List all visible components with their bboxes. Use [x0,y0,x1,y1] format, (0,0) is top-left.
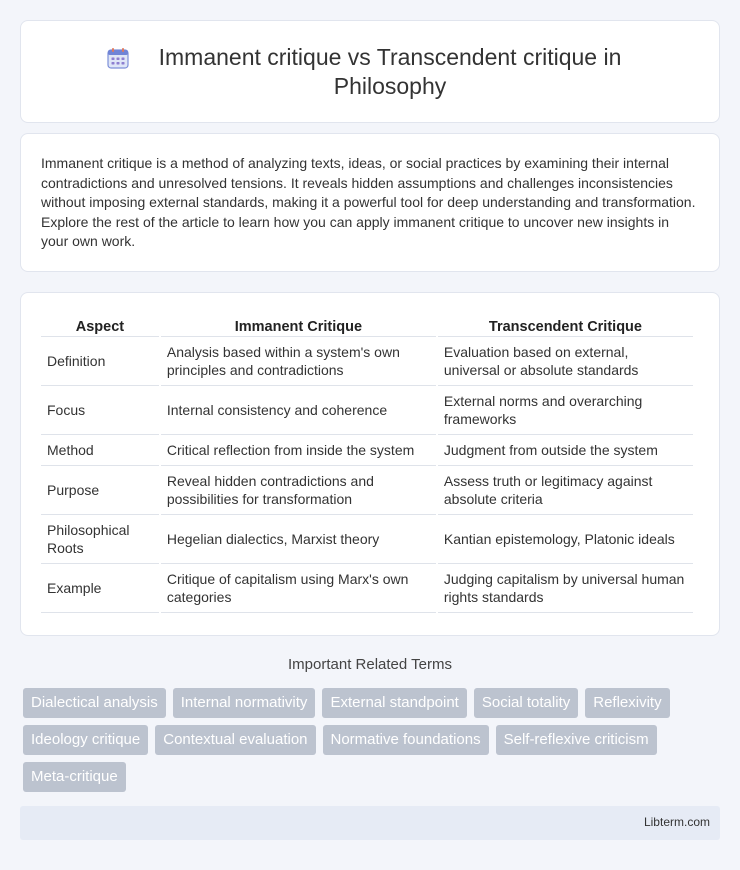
table-row [41,564,693,613]
cell-transcendent: Judgment from outside the system [438,435,693,466]
cell-aspect: Method [41,435,159,466]
table-row [41,466,693,515]
intro-card [20,133,720,272]
comparison-table [39,315,695,613]
related-term-tag[interactable]: Social totality [474,688,578,718]
cell-aspect: Focus [41,386,159,435]
table-row [41,337,693,386]
related-term-tag[interactable]: Normative foundations [323,725,489,755]
cell-immanent: Critique of capitalism using Marx's own categories [161,564,436,613]
cell-aspect: Purpose [41,466,159,515]
cell-aspect: Definition [41,337,159,386]
page-title: Immanent critique vs Transcendent critique in Philosophy [158,43,622,99]
cell-immanent: Reveal hidden contradictions and possibilities for transformation [161,466,436,515]
comparison-table-card [20,292,720,636]
cell-immanent: Hegelian dialectics, Marxist theory [161,515,436,564]
cell-transcendent: Assess truth or legitimacy against absolute criteria [438,466,693,515]
header-immanent: Immanent Critique [161,315,436,337]
related-terms-list [23,688,723,792]
cell-transcendent: External norms and overarching frameworks [438,386,693,435]
footer [20,806,720,840]
related-term-tag[interactable]: External standpoint [322,688,466,718]
header-transcendent: Transcendent Critique [438,315,693,337]
related-term-tag[interactable]: Meta-critique [23,762,126,792]
cell-immanent: Analysis based within a system's own principles and contradictions [161,337,436,386]
cell-aspect: Philosophical Roots [41,515,159,564]
related-term-tag[interactable]: Internal normativity [173,688,316,718]
related-term-tag[interactable]: Reflexivity [585,688,669,718]
footer-site-link[interactable]: Libterm.com [643,815,710,829]
table-row [41,435,693,466]
header-aspect: Aspect [41,315,159,337]
cell-transcendent: Judging capitalism by universal human rights standards [438,564,693,613]
table-row [41,515,693,564]
related-term-tag[interactable]: Contextual evaluation [155,725,315,755]
table-row [41,386,693,435]
title-card [20,20,720,123]
cell-immanent: Critical reflection from inside the system [161,435,436,466]
related-term-tag[interactable]: Dialectical analysis [23,688,166,718]
related-term-tag[interactable]: Ideology critique [23,725,148,755]
related-terms-heading: Important Related Terms [288,656,452,673]
intro-paragraph: Immanent critique is a method of analyzing texts, ideas, or social practices by examining their internal contradictions and unresolved tensions. It reveals hidden assumptions and challenges inconsistencies without imposing external standards, making it a powerful tool for deep understanding and transformation. Explore the rest of the article to learn how you can apply immanent critique to uncover new insights in your own work. [41,155,696,250]
related-term-tag[interactable]: Self-reflexive criticism [496,725,657,755]
cell-aspect: Example [41,564,159,613]
cell-transcendent: Evaluation based on external, universal or absolute standards [438,337,693,386]
cell-immanent: Internal consistency and coherence [161,386,436,435]
cell-transcendent: Kantian epistemology, Platonic ideals [438,515,693,564]
table-header-row [41,315,693,337]
